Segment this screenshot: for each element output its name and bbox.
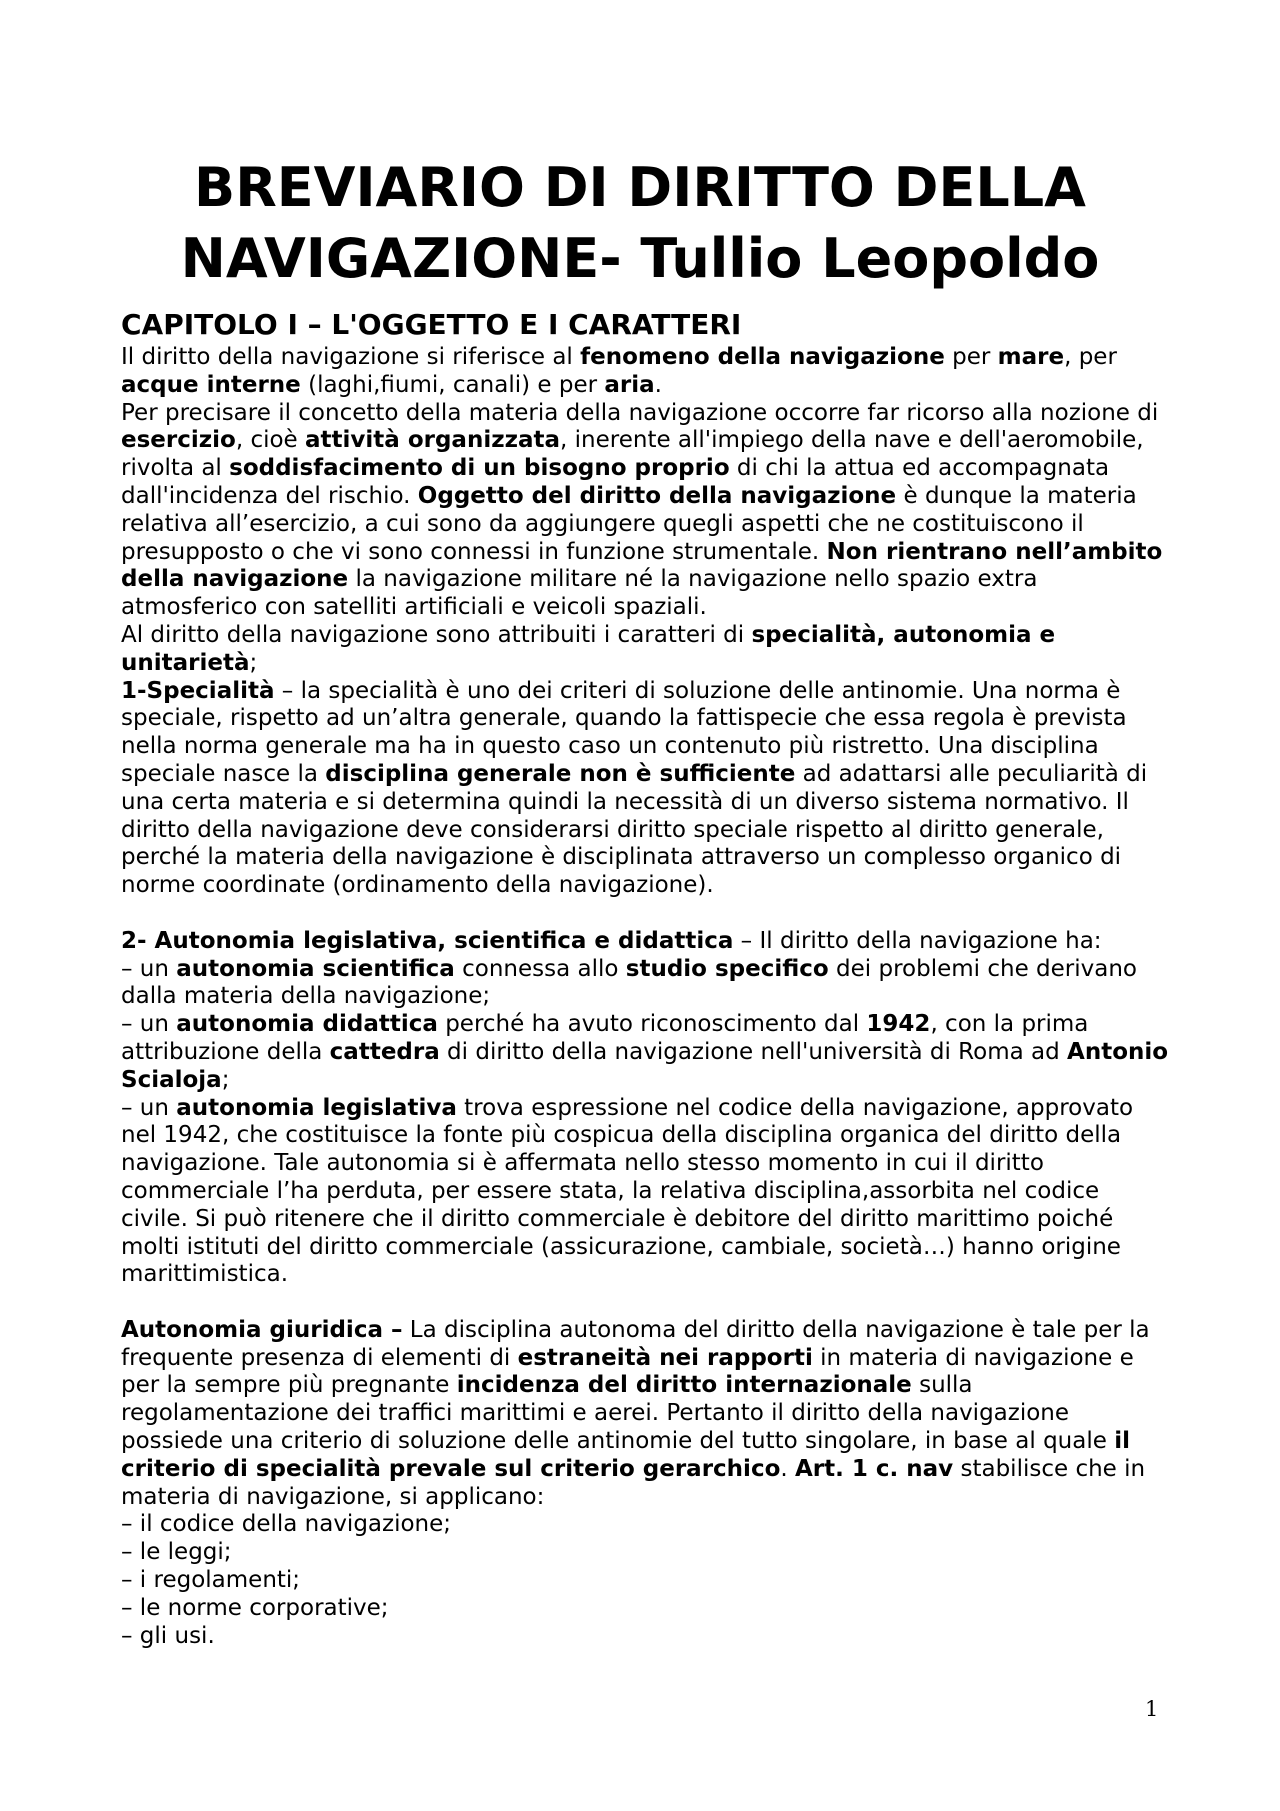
sources-list-item: – le leggi; xyxy=(121,1539,232,1566)
document-body xyxy=(121,306,1171,1650)
page-number: 1 xyxy=(1145,1697,1159,1721)
chapter-heading: CAPITOLO I – L'OGGETTO E I CARATTERI xyxy=(121,308,742,341)
paragraph-concept: Per precisare il concetto della materia della navigazione occorre far ricorso alla nozione di esercizio, cioè attività organizzata, inerente all'impiego della nave e dell'aeromobile, rivolta al soddisfacimento di un bisogno proprio di chi la attua ed accompagnata dall'incidenza del rischio. Oggetto del diritto della navigazione è dunque la materia relativa all’esercizio, a cui sono da aggiungere quegli aspetti che ne costituiscono il presupposto o che vi sono connessi in funzione strumentale. Non rientrano nell’ambito della navigazione la navigazione militare né la navigazione nello spazio extra atmosferico con satelliti artificiali e veicoli spaziali. xyxy=(121,399,1163,621)
title-line-2: NAVIGAZIONE- Tullio Leopoldo xyxy=(180,227,1100,290)
sources-list-item: – il codice della navigazione; xyxy=(121,1511,452,1538)
list-item-scientific-autonomy: – un autonomia scientifica connessa allo studio specifico dei problemi che derivano dalla materia della navigazione; xyxy=(121,955,1137,1010)
paragraph-characters: Al diritto della navigazione sono attribuiti i caratteri di specialità, autonomia e unitarietà; xyxy=(121,621,1056,676)
paragraph-juridical-autonomy: Autonomia giuridica – La disciplina autonoma del diritto della navigazione è tale per la frequente presenza di elementi di estraneità nei rapporti in materia di navigazione e per la sempre più pregnante incidenza del diritto internazionale sulla regolamentazione dei traffici marittimi e aerei. Pertanto il diritto della navigazione possiede una criterio di soluzione delle antinomie del tutto singolare, in base al quale il criterio di specialità prevale sul criterio gerarchico. Art. 1 c. nav stabilisce che in materia di navigazione, si applicano: xyxy=(121,1316,1150,1510)
paragraph-spacer xyxy=(121,900,1171,928)
paragraph-intro: Il diritto della navigazione si riferisce al fenomeno della navigazione per mare, per acque interne (laghi,fiumi, canali) e per aria. xyxy=(121,344,1117,398)
paragraph-autonomy-heading: 2- Autonomia legislativa, scientifica e didattica – Il diritto della navigazione ha: xyxy=(121,927,1102,954)
paragraph-speciality: 1-Specialità – la specialità è uno dei criteri di soluzione delle antinomie. Una norma è speciale, rispetto ad un’altra generale, quando la fattispecie che essa regola è prevista nella norma generale ma ha in questo caso un contenuto più ristretto. Una disciplina speciale nasce la disciplina generale non è sufficiente ad adattarsi alle peculiarità di una certa materia e si determina quindi la necessità di un diverso sistema normativo. Il diritto della navigazione deve considerarsi diritto speciale rispetto al diritto generale, perché la materia della navigazione è disciplinata attraverso un complesso organico di norme coordinate (ordinamento della navigazione). xyxy=(121,677,1148,899)
sources-list-item: – le norme corporative; xyxy=(121,1594,389,1621)
title-line-1: BREVIARIO DI DIRITTO DELLA xyxy=(194,156,1086,219)
sources-list-item: – gli usi. xyxy=(121,1622,215,1649)
list-item-legislative-autonomy: – un autonomia legislativa trova espressione nel codice della navigazione, approvato nel 1942, che costituisce la fonte più cospicua della disciplina organica del diritto della navigazione. Tale autonomia si è affermata nello stesso momento in cui il diritto commerciale l’ha perduta, per essere stata, la relativa disciplina,assorbita nel codice civile. Si può ritenere che il diritto commerciale è debitore del diritto marittimo poiché molti istituti del diritto commerciale (assicurazione, cambiale, società…) hanno origine marittimistica. xyxy=(121,1094,1134,1288)
sources-list-item: – i regolamenti; xyxy=(121,1567,301,1594)
paragraph-spacer xyxy=(121,1289,1171,1317)
document-title xyxy=(100,152,1180,294)
list-item-didactic-autonomy: – un autonomia didattica perché ha avuto riconoscimento dal 1942, con la prima attribuzione della cattedra di diritto della navigazione nell'università di Roma ad Antonio Scialoja; xyxy=(121,1011,1169,1093)
